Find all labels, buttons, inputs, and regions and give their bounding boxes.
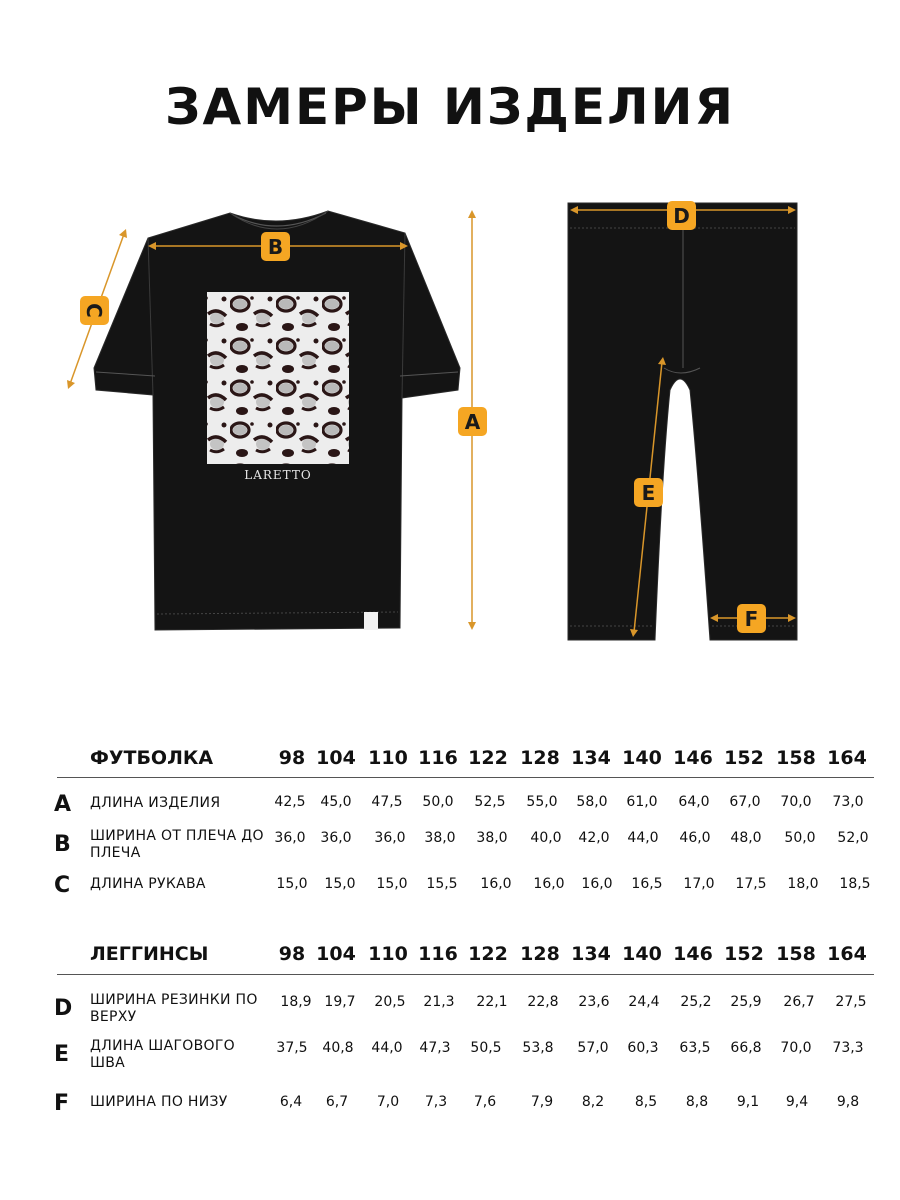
tshirt-divider bbox=[57, 777, 874, 778]
badge-c bbox=[80, 296, 109, 325]
size-header: 104 bbox=[316, 747, 356, 769]
table-cell: 9,8 bbox=[836, 1094, 860, 1110]
table-cell: 15,5 bbox=[426, 876, 458, 892]
row-letter: D bbox=[54, 996, 73, 1021]
table-cell: 7,0 bbox=[376, 1094, 400, 1110]
table-cell: 48,0 bbox=[730, 830, 762, 846]
table-cell: 16,0 bbox=[480, 876, 512, 892]
table-cell: 37,5 bbox=[276, 1040, 308, 1056]
table-cell: 16,0 bbox=[581, 876, 613, 892]
table-cell: 73,3 bbox=[832, 1040, 864, 1056]
row-label: ДЛИНА РУКАВА bbox=[90, 876, 206, 892]
table-cell: 38,0 bbox=[424, 830, 456, 846]
table-cell: 36,0 bbox=[274, 830, 306, 846]
leggings-title: ЛЕГГИНСЫ bbox=[90, 943, 209, 965]
size-header: 122 bbox=[468, 943, 508, 965]
table-cell: 19,7 bbox=[324, 994, 356, 1010]
table-cell: 36,0 bbox=[320, 830, 352, 846]
size-header: 140 bbox=[622, 943, 662, 965]
leggings-divider bbox=[57, 974, 874, 975]
badge-b bbox=[261, 232, 290, 261]
table-cell: 50,0 bbox=[784, 830, 816, 846]
leggings-figure bbox=[568, 203, 797, 640]
table-cell: 22,8 bbox=[527, 994, 559, 1010]
table-cell: 9,4 bbox=[785, 1094, 809, 1110]
table-cell: 44,0 bbox=[627, 830, 659, 846]
table-cell: 42,5 bbox=[274, 794, 306, 810]
table-cell: 63,5 bbox=[679, 1040, 711, 1056]
table-cell: 47,5 bbox=[371, 794, 403, 810]
size-header: 116 bbox=[418, 943, 458, 965]
table-cell: 36,0 bbox=[374, 830, 406, 846]
table-cell: 57,0 bbox=[577, 1040, 609, 1056]
table-cell: 45,0 bbox=[320, 794, 352, 810]
row-letter: A bbox=[54, 792, 72, 817]
row-label: ДЛИНА ШАГОВОГО ШВА bbox=[90, 1038, 235, 1071]
size-header: 134 bbox=[571, 943, 611, 965]
table-cell: 61,0 bbox=[626, 794, 658, 810]
svg-text:F: F bbox=[744, 607, 759, 631]
size-header: 152 bbox=[724, 747, 764, 769]
table-cell: 7,9 bbox=[530, 1094, 554, 1110]
table-cell: 40,8 bbox=[322, 1040, 354, 1056]
table-cell: 66,8 bbox=[730, 1040, 762, 1056]
size-header: 158 bbox=[776, 943, 816, 965]
size-header: 110 bbox=[368, 747, 408, 769]
size-header: 158 bbox=[776, 747, 816, 769]
table-cell: 17,5 bbox=[735, 876, 767, 892]
row-letter: E bbox=[54, 1042, 70, 1067]
table-cell: 8,2 bbox=[581, 1094, 605, 1110]
table-cell: 27,5 bbox=[835, 994, 867, 1010]
table-cell: 15,0 bbox=[276, 876, 308, 892]
row-label: ШИРИНА ПО НИЗУ bbox=[90, 1094, 228, 1110]
leopard-print bbox=[207, 292, 349, 464]
table-cell: 67,0 bbox=[729, 794, 761, 810]
table-cell: 70,0 bbox=[780, 794, 812, 810]
size-header: 164 bbox=[827, 943, 867, 965]
row-letter: F bbox=[54, 1091, 70, 1116]
table-cell: 73,0 bbox=[832, 794, 864, 810]
table-cell: 20,5 bbox=[374, 994, 406, 1010]
table-cell: 42,0 bbox=[578, 830, 610, 846]
row-letter: B bbox=[54, 832, 71, 857]
leggings-header bbox=[0, 934, 900, 974]
row-letter: C bbox=[54, 873, 71, 898]
table-cell: 52,0 bbox=[837, 830, 869, 846]
table-cell: 16,0 bbox=[533, 876, 565, 892]
row-label: ШИРИНА РЕЗИНКИ ПО ВЕРХУ bbox=[90, 992, 258, 1025]
row-label: ДЛИНА ИЗДЕЛИЯ bbox=[90, 795, 221, 811]
badge-a bbox=[458, 407, 487, 436]
size-tag bbox=[364, 612, 378, 630]
size-header: 128 bbox=[520, 747, 560, 769]
table-cell: 70,0 bbox=[780, 1040, 812, 1056]
table-cell: 46,0 bbox=[679, 830, 711, 846]
table-cell: 23,6 bbox=[578, 994, 610, 1010]
table-cell: 8,8 bbox=[685, 1094, 709, 1110]
table-cell: 18,5 bbox=[839, 876, 871, 892]
badge-e bbox=[634, 478, 663, 507]
table-cell: 17,0 bbox=[683, 876, 715, 892]
table-cell: 25,9 bbox=[730, 994, 762, 1010]
table-cell: 15,0 bbox=[376, 876, 408, 892]
table-cell: 60,3 bbox=[627, 1040, 659, 1056]
table-cell: 16,5 bbox=[631, 876, 663, 892]
table-cell: 18,9 bbox=[280, 994, 312, 1010]
table-cell: 53,8 bbox=[522, 1040, 554, 1056]
table-cell: 8,5 bbox=[634, 1094, 658, 1110]
table-cell: 9,1 bbox=[736, 1094, 760, 1110]
table-cell: 6,4 bbox=[279, 1094, 303, 1110]
table-cell: 7,3 bbox=[424, 1094, 448, 1110]
table-cell: 18,0 bbox=[787, 876, 819, 892]
size-header: 146 bbox=[673, 747, 713, 769]
size-header: 110 bbox=[368, 943, 408, 965]
table-cell: 50,5 bbox=[470, 1040, 502, 1056]
size-header: 122 bbox=[468, 747, 508, 769]
size-header: 98 bbox=[278, 943, 306, 965]
badge-d bbox=[667, 201, 696, 230]
size-header: 152 bbox=[724, 943, 764, 965]
svg-text:A: A bbox=[464, 410, 481, 434]
table-cell: 44,0 bbox=[371, 1040, 403, 1056]
table-cell: 38,0 bbox=[476, 830, 508, 846]
size-header: 98 bbox=[278, 747, 306, 769]
svg-text:E: E bbox=[641, 481, 656, 505]
table-cell: 21,3 bbox=[423, 994, 455, 1010]
size-header: 128 bbox=[520, 943, 560, 965]
size-header: 134 bbox=[571, 747, 611, 769]
table-cell: 47,3 bbox=[419, 1040, 451, 1056]
size-header: 164 bbox=[827, 747, 867, 769]
table-cell: 40,0 bbox=[530, 830, 562, 846]
table-cell: 26,7 bbox=[783, 994, 815, 1010]
table-cell: 22,1 bbox=[476, 994, 508, 1010]
size-header: 104 bbox=[316, 943, 356, 965]
size-header: 140 bbox=[622, 747, 662, 769]
garment-illustration bbox=[0, 190, 900, 660]
brand-label: LARETTO bbox=[244, 468, 312, 482]
table-cell: 25,2 bbox=[680, 994, 712, 1010]
svg-text:D: D bbox=[673, 204, 690, 228]
tshirt-title: ФУТБОЛКА bbox=[90, 747, 214, 769]
size-header: 116 bbox=[418, 747, 458, 769]
badge-f bbox=[737, 604, 766, 633]
table-cell: 15,0 bbox=[324, 876, 356, 892]
row-label: ШИРИНА ОТ ПЛЕЧА ДО ПЛЕЧА bbox=[90, 828, 264, 861]
table-cell: 50,0 bbox=[422, 794, 454, 810]
page-title: ЗАМЕРЫ ИЗДЕЛИЯ bbox=[165, 78, 735, 136]
svg-text:C: C bbox=[82, 303, 106, 318]
table-cell: 52,5 bbox=[474, 794, 506, 810]
table-cell: 58,0 bbox=[576, 794, 608, 810]
svg-text:B: B bbox=[267, 235, 284, 259]
table-cell: 64,0 bbox=[678, 794, 710, 810]
table-cell: 24,4 bbox=[628, 994, 660, 1010]
tshirt-figure bbox=[94, 211, 460, 630]
table-cell: 7,6 bbox=[473, 1094, 497, 1110]
tshirt-header bbox=[0, 738, 900, 778]
size-header: 146 bbox=[673, 943, 713, 965]
table-cell: 6,7 bbox=[325, 1094, 349, 1110]
table-cell: 55,0 bbox=[526, 794, 558, 810]
